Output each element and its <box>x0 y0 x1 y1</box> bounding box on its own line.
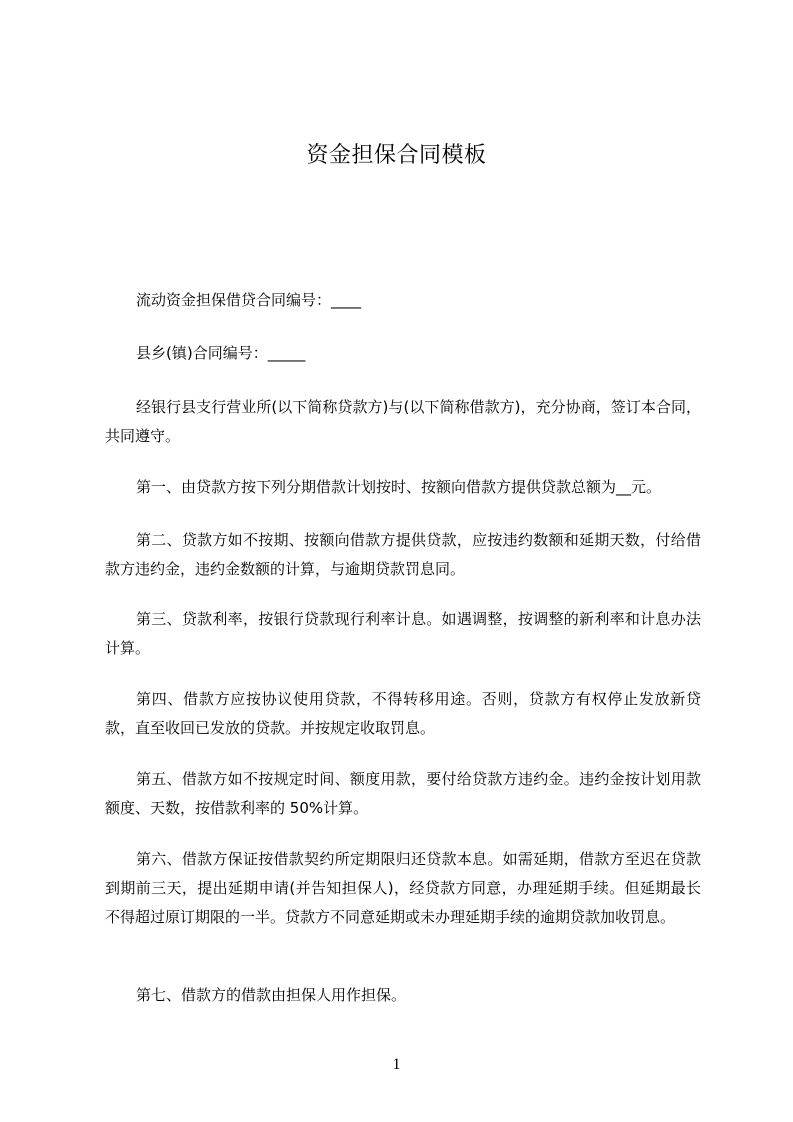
paragraph-article-2: 第二、贷款方如不按期、按额向借款方提供贷款，应按违约数额和延期天数，付给借款方违约金，违约金数额的计算，与逾期贷款罚息同。 <box>105 531 701 578</box>
paragraph-article-1: 第一、由贷款方按下列分期借款计划按时、按额向借款方提供贷款总额为__元。 <box>136 478 662 496</box>
document-title: 资金担保合同模板 <box>306 143 487 168</box>
paragraph-contract-number: 流动资金担保借贷合同编号：____ <box>136 291 362 309</box>
page-number: 1 <box>392 1056 401 1073</box>
paragraph-article-5: 第五、借款方如不按规定时间、额度用款，要付给贷款方违约金。违约金按计划用款额度、天数，按借款利率的 50%计算。 <box>105 770 701 817</box>
paragraph-article-4: 第四、借款方应按协议使用贷款，不得转移用途。否则，贷款方有权停止发放新贷款，直至收回已发放的贷款。并按规定收取罚息。 <box>105 690 701 737</box>
paragraph-article-3: 第三、贷款利率，按银行贷款现行利率计息。如遇调整，按调整的新利率和计息办法计算。 <box>105 610 701 657</box>
paragraph-county-contract-number: 县乡(镇)合同编号：_____ <box>136 344 306 362</box>
paragraph-article-6: 第六、借款方保证按借款契约所定期限归还贷款本息。如需延期，借款方至迟在贷款到期前三天，提出延期申请(并告知担保人)，经贷款方同意，办理延期手续。但延期最长不得超过原订期限的一半。贷款方不同意延期或未办理延期手续的逾期贷款加收罚息。 <box>105 850 701 926</box>
paragraph-article-7: 第七、借款方的借款由担保人用作担保。 <box>136 986 407 1004</box>
paragraph-preamble: 经银行县支行营业所(以下简称贷款方)与(以下简称借款方)，充分协商，签订本合同，共同遵守。 <box>105 398 701 445</box>
